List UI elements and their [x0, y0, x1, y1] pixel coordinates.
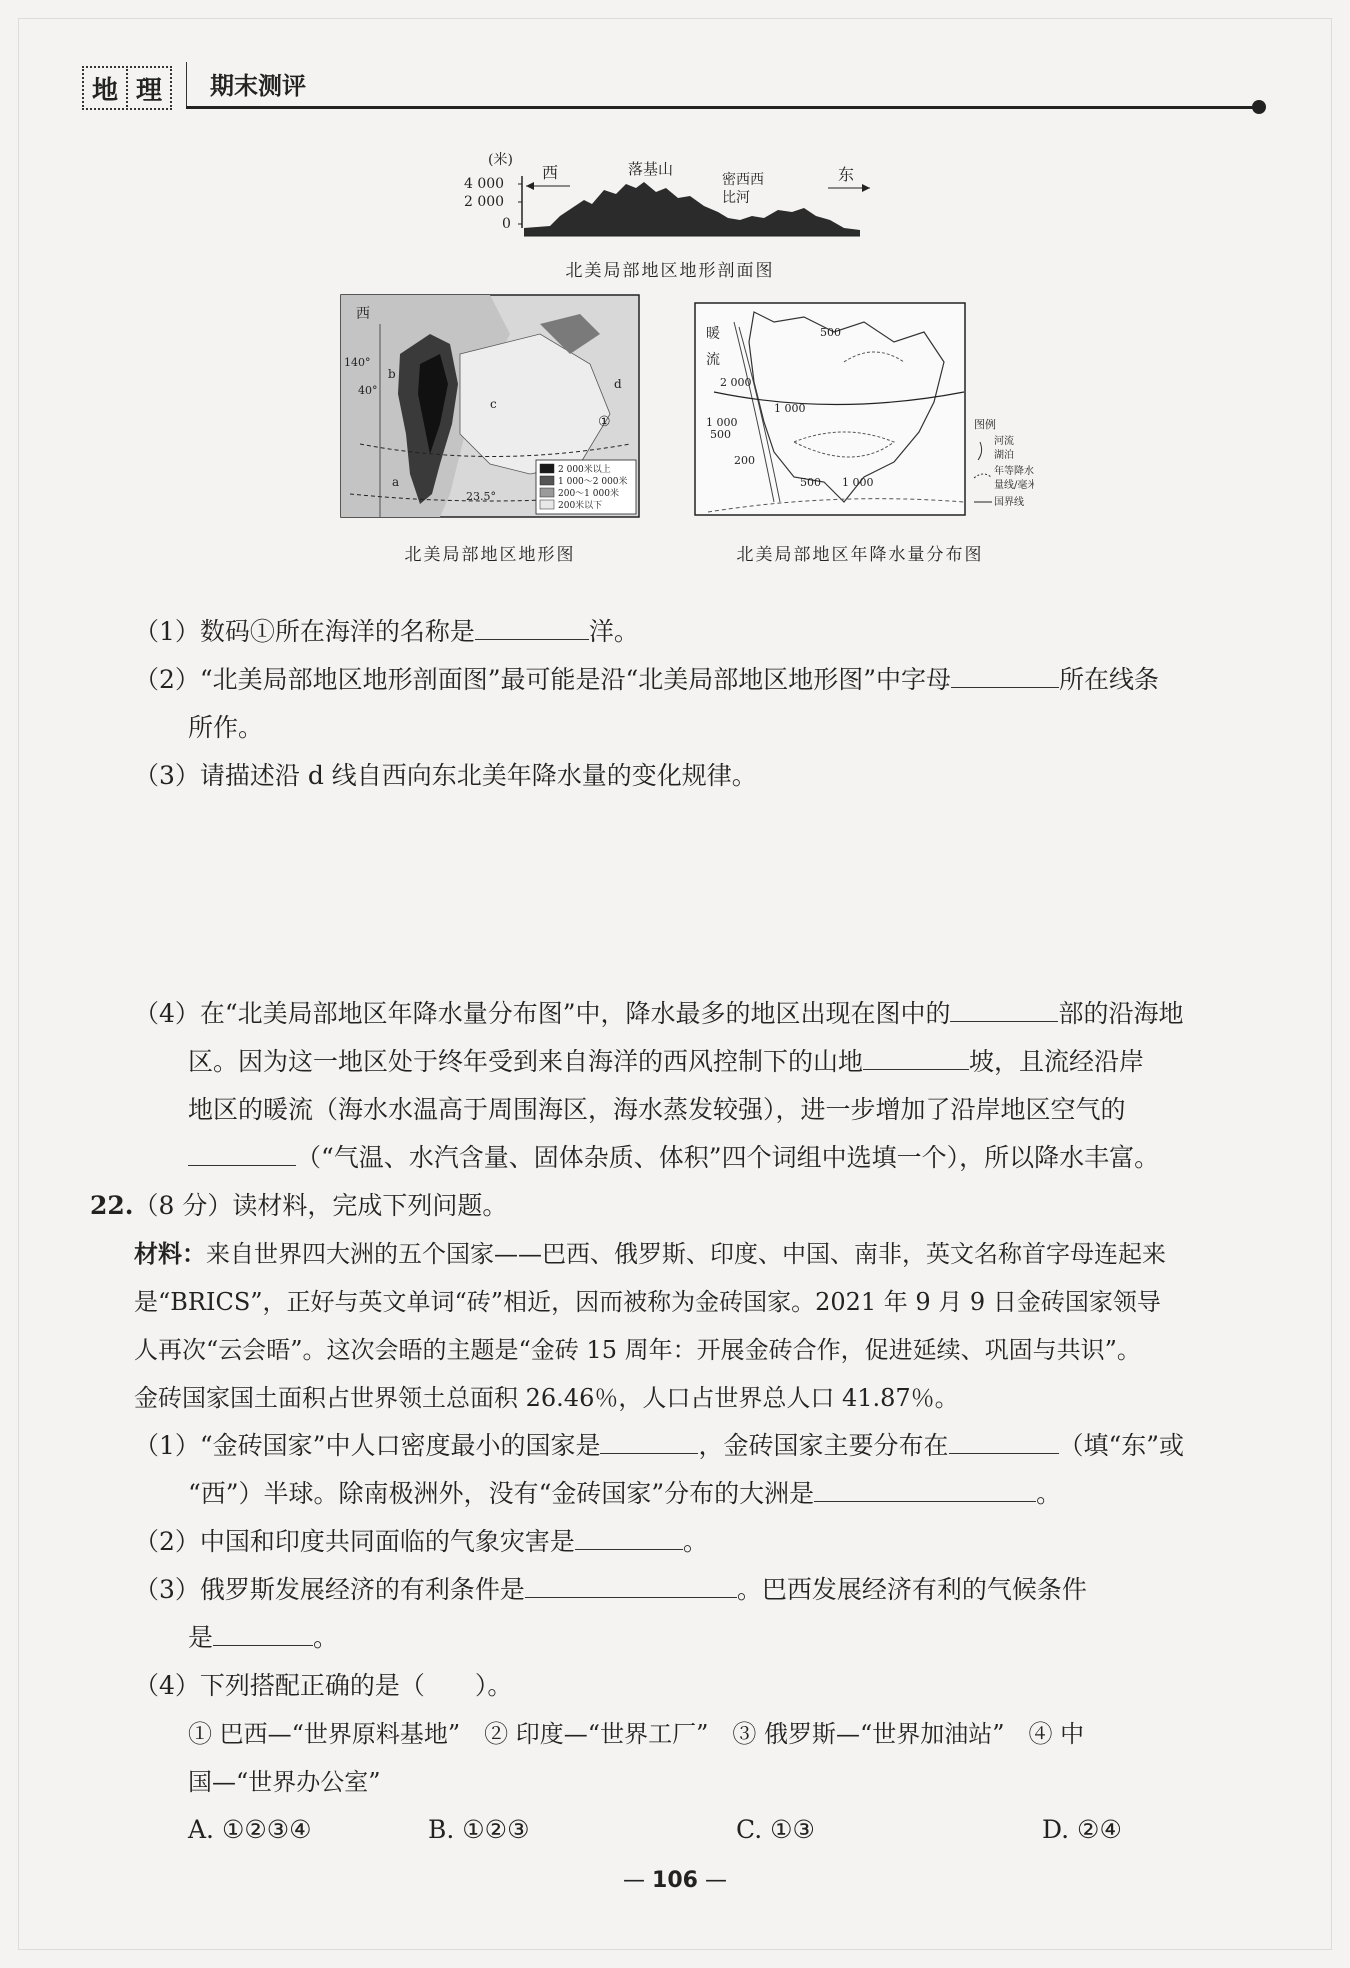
option-a[interactable]: A. ①②③④ — [188, 1815, 312, 1844]
legend-title: 图例 — [974, 418, 996, 431]
profile-tick: 0 — [502, 216, 511, 232]
option-b[interactable]: B. ①②③ — [428, 1815, 530, 1844]
text: （8 分）读材料，完成下列问题。 — [133, 1191, 508, 1220]
text: （填“东”或 — [1058, 1431, 1185, 1460]
option-c[interactable]: C. ①③ — [736, 1815, 815, 1844]
legend-item: 国界线 — [994, 497, 1024, 508]
terrain-profile-figure — [460, 148, 880, 248]
answer-blank[interactable] — [814, 1501, 1036, 1502]
q22-part1-cont — [188, 1478, 1061, 1510]
q21-part3: （3）请描述沿 d 线自西向东北美年降水量的变化规律。 — [134, 761, 757, 790]
isoline-label: 500 — [800, 476, 821, 489]
legend-item: 1 000～2 000米 — [558, 477, 628, 487]
q21-part2-cont: 所作。 — [188, 713, 264, 742]
header-divider — [186, 62, 187, 108]
text: 是 — [188, 1623, 214, 1652]
text: （1）“金砖国家”中人口密度最小的国家是 — [134, 1431, 601, 1460]
question-number: 22. — [90, 1191, 134, 1220]
answer-blank[interactable] — [863, 1069, 969, 1070]
isoline-label: 500 — [820, 326, 841, 339]
q21-part4-line4 — [188, 1142, 1159, 1174]
text: 。 — [1036, 1479, 1062, 1508]
q22-part3 — [134, 1574, 1087, 1606]
precip-map-figure — [694, 302, 1034, 516]
header-dot — [1252, 100, 1266, 114]
answer-blank[interactable] — [188, 1165, 296, 1166]
terrain-lon-label: 140° — [344, 356, 371, 369]
answer-blank[interactable] — [950, 1021, 1058, 1022]
q21-part4-line3: 地区的暖流（海水水温高于周围海区，海水蒸发较强），进一步增加了沿岸地区空气的 — [188, 1095, 1126, 1124]
terrain-map-figure — [340, 294, 640, 518]
text: 区。因为这一地区处于终年受到来自海洋的西风控制下的山地 — [188, 1047, 864, 1076]
legend-item: 湖泊 — [994, 450, 1014, 461]
text: （3）俄罗斯发展经济的有利条件是 — [134, 1575, 525, 1604]
terrain-line-label: b — [388, 367, 396, 381]
profile-east: 东 — [838, 165, 855, 184]
text: “西”）半球。除南极洲外，没有“金砖国家”分布的大洲是 — [188, 1479, 815, 1508]
precip-map-caption: 北美局部地区年降水量分布图 — [736, 545, 984, 565]
isoline-label: 1 000 — [774, 402, 806, 415]
page-number-value: 106 — [652, 1868, 698, 1893]
legend-item: 年等降水 — [994, 466, 1034, 477]
subject-char: 地 — [82, 66, 128, 110]
legend-item: 200～1 000米 — [558, 489, 619, 499]
subject-tag — [82, 66, 170, 110]
text: 所在线条 — [1059, 665, 1160, 694]
isoline-label: 500 — [710, 428, 731, 441]
terrain-trop-label: 23.5° — [466, 490, 496, 503]
text: （1）数码①所在海洋的名称是 — [134, 617, 475, 646]
legend-item: 河流 — [994, 436, 1014, 447]
q22-part2 — [134, 1526, 708, 1558]
profile-west: 西 — [542, 163, 559, 182]
q21-part1 — [134, 616, 639, 648]
text: （“气温、水汽含量、固体杂质、体积”四个词组中选填一个），所以降水丰富。 — [296, 1143, 1160, 1172]
section-title: 期末测评 — [210, 71, 306, 100]
q22-part1 — [134, 1430, 1184, 1462]
q22-heading — [90, 1190, 507, 1222]
isoline-label: 1 000 — [842, 476, 874, 489]
option-d[interactable]: D. ②④ — [1042, 1815, 1122, 1844]
text: 洋。 — [588, 617, 639, 646]
profile-silhouette — [524, 182, 860, 236]
isoline-label: 200 — [734, 454, 755, 467]
text: （2）“北美局部地区地形剖面图”最可能是沿“北美局部地区地形图”中字母 — [134, 665, 952, 694]
answer-blank[interactable] — [475, 639, 589, 640]
text: 部的沿海地 — [1058, 999, 1184, 1028]
answer-blank[interactable] — [951, 687, 1059, 688]
terrain-line-label: d — [614, 377, 622, 391]
header-rule — [186, 106, 1260, 109]
q22-part4: （4）下列搭配正确的是（ ）。 — [134, 1671, 513, 1700]
text: 来自世界四大洲的五个国家——巴西、俄罗斯、印度、中国、南非，英文名称首字母连起来 — [206, 1240, 1166, 1268]
terrain-line-label: c — [490, 397, 497, 411]
legend-item: 2 000米以上 — [558, 465, 611, 475]
q22-statements-line2: 国—“世界办公室” — [188, 1768, 381, 1796]
profile-tick: 2 000 — [464, 194, 505, 210]
current-label: 流 — [706, 352, 720, 368]
profile-river-label: 比河 — [722, 190, 750, 206]
isoline-label: 1 000 — [706, 416, 738, 429]
q22-statements-line1: ① 巴西—“世界原料基地” ② 印度—“世界工厂” ③ 俄罗斯—“世界加油站” ④ 中 — [188, 1720, 1085, 1748]
profile-tick: 4 000 — [464, 176, 505, 192]
profile-mountain-label: 落基山 — [628, 160, 674, 178]
answer-blank[interactable] — [949, 1453, 1059, 1454]
terrain-ocean-label: ① — [598, 414, 611, 430]
page-number: — 106 — — [623, 1868, 727, 1893]
terrain-map-caption: 北美局部地区地形图 — [404, 545, 576, 565]
q21-part4 — [134, 998, 1184, 1030]
text: （2）中国和印度共同面临的气象灾害是 — [134, 1527, 575, 1556]
text: ，金砖国家主要分布在 — [698, 1431, 949, 1460]
subject-char: 理 — [126, 66, 172, 110]
terrain-lat-label: 40° — [358, 384, 378, 397]
text: 。巴西发展经济有利的气候条件 — [736, 1575, 1087, 1604]
answer-blank[interactable] — [525, 1597, 737, 1598]
material-label: 材料： — [134, 1239, 206, 1268]
current-label: 暖 — [706, 326, 720, 342]
text: （4）在“北美局部地区年降水量分布图”中，降水最多的地区出现在图中的 — [134, 999, 951, 1028]
answer-blank[interactable] — [575, 1549, 683, 1550]
text: 坡，且流经沿岸 — [969, 1047, 1145, 1076]
isoline-label: 2 000 — [720, 376, 752, 389]
page-border — [18, 18, 1332, 1950]
legend-item: 200米以下 — [558, 501, 603, 511]
answer-blank[interactable] — [213, 1645, 313, 1646]
profile-caption: 北美局部地区地形剖面图 — [565, 261, 775, 281]
q22-material-line2: 是“BRICS”，正好与英文单词“砖”相近，因而被称为金砖国家。2021 年 9 月 9 日金砖国家领导 — [134, 1288, 1161, 1316]
q22-part3-cont — [188, 1622, 338, 1654]
legend-item: 量线/毫米 — [994, 480, 1034, 491]
q22-material-line3: 人再次“云会晤”。这次会晤的主题是“金砖 15 周年：开展金砖合作，促进延续、巩固与共识”。 — [134, 1336, 1141, 1364]
q22-material-line1 — [134, 1238, 1166, 1270]
terrain-legend — [536, 460, 636, 514]
answer-blank[interactable] — [600, 1453, 698, 1454]
terrain-label: 西 — [356, 306, 370, 322]
q21-part2 — [134, 664, 1159, 696]
profile-river-label: 密西西 — [722, 172, 764, 188]
precip-legend — [974, 417, 1034, 508]
q22-material-line4: 金砖国家国土面积占世界领土总面积 26.46％，人口占世界总人口 41.87％。 — [134, 1384, 959, 1412]
text: 。 — [313, 1623, 339, 1652]
terrain-line-label: a — [392, 475, 400, 489]
profile-unit: (米) — [488, 152, 513, 168]
text: 。 — [682, 1527, 708, 1556]
q21-part4-line2 — [188, 1046, 1144, 1078]
